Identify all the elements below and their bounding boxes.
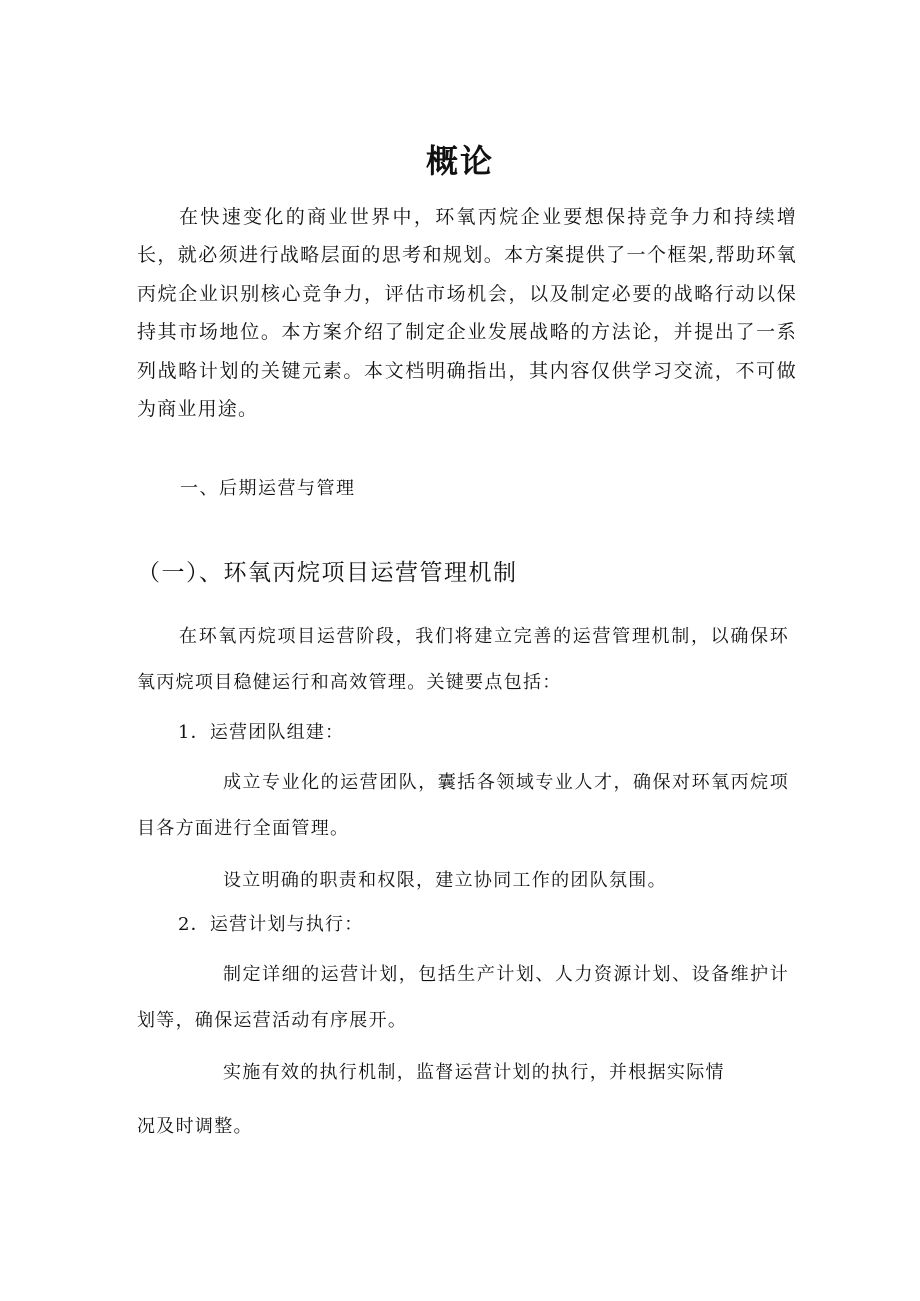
- main-paragraph: 在环氧丙烷项目运营阶段，我们将建立完善的运营管理机制，以确保环氧丙烷项目稳健运行和高效管理。关键要点包括：: [137, 626, 789, 693]
- intro-paragraph: 在快速变化的商业世界中，环氧丙烷企业要想保持竞争力和持续增长，就必须进行战略层面的思考和规划。本方案提供了一个框架,帮助环氧丙烷企业识别核心竞争力，评估市场机会，以及制定必要的战略行动以保持其市场地位。本方案介绍了制定企业发展战略的方法论，并提出了一系列战略计划的关键元素。本文档明确指出，其内容仅供学习交流，不可做为商业用途。: [137, 206, 797, 421]
- list-item-point-continuation: 况及时调整。: [137, 1116, 253, 1137]
- list-item-label: 1．运营团队组建：: [178, 722, 345, 743]
- list-item-label: 2．运营计划与执行：: [178, 914, 364, 935]
- subsection-heading: （一）、环氧丙烷项目运营管理机制: [137, 560, 518, 586]
- list-item-point: 成立专业化的运营团队，囊括各领域专业人才，确保对环氧丙烷项目各方面进行全面管理。: [137, 772, 789, 839]
- list-item-point: 实施有效的执行机制，监督运营计划的执行，并根据实际情: [223, 1062, 725, 1083]
- list-item-point: 设立明确的职责和权限，建立协同工作的团队氛围。: [223, 870, 667, 891]
- list-item-point: 制定详细的运营计划，包括生产计划、人力资源计划、设备维护计划等，确保运营活动有序展开。: [137, 964, 789, 1031]
- document-title: 概论: [425, 142, 494, 181]
- section-heading: 一、后期运营与管理: [180, 478, 356, 499]
